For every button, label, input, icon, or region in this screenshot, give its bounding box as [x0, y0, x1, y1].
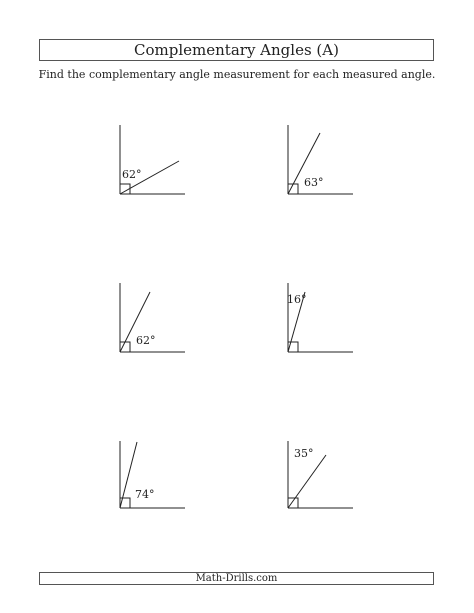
footer-box — [39, 572, 434, 585]
angle-label: 74° — [135, 488, 155, 501]
angle-label: 62° — [122, 168, 142, 181]
worksheet-title: Complementary Angles (A) — [134, 41, 339, 59]
angle-label: 35° — [294, 447, 314, 460]
worksheet-title-box — [39, 39, 434, 61]
angle-problem-3 — [110, 278, 190, 358]
angle-problem-6 — [278, 436, 358, 516]
ray — [288, 455, 326, 508]
instructions: Find the complementary angle measurement for each measured angle. — [38, 68, 436, 81]
angle-problem-1 — [110, 120, 190, 200]
angle-label: 62° — [136, 334, 156, 347]
angle-label: 63° — [304, 176, 324, 189]
footer-site: Math-Drills.com — [195, 573, 278, 584]
angle-problem-2 — [278, 120, 358, 200]
angle-problem-4 — [278, 278, 358, 358]
right-angle-marker — [120, 342, 130, 352]
angle-label: 16° — [287, 293, 307, 306]
angle-problem-5 — [110, 436, 190, 516]
